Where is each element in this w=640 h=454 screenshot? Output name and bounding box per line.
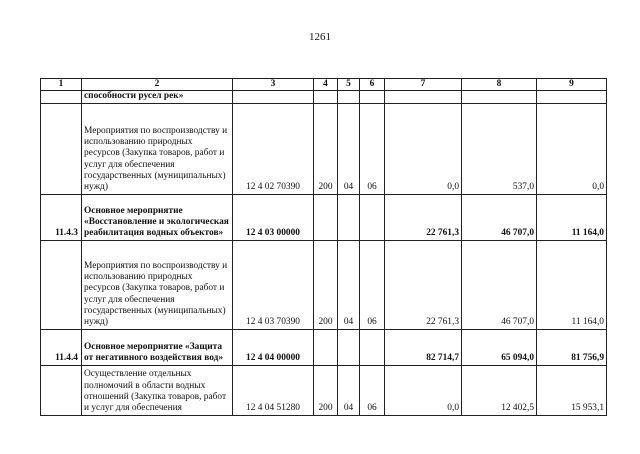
row-code: 12 4 04 51280 xyxy=(233,365,314,415)
row-value-col7: 22 761,3 xyxy=(385,240,462,329)
row-code: 12 4 04 00000 xyxy=(233,329,314,365)
table-header-row xyxy=(41,79,607,91)
row-vr xyxy=(314,329,338,365)
row-vr xyxy=(314,194,338,240)
row-vr: 200 xyxy=(314,240,338,329)
header-cell: 1 xyxy=(41,79,82,91)
table-row xyxy=(41,103,607,194)
row-value-col8: 46 707,0 xyxy=(462,240,537,329)
row-name: Осуществление отдельных полномочий в области водных отношений (Закупка товаров, работ и услуг для обеспечения xyxy=(82,365,233,415)
row-name: Основное мероприятие «Восстановление и экологическая реабилитация водных объектов» xyxy=(82,194,233,240)
row-name: способности русел рек» xyxy=(82,91,233,103)
page-number: 1261 xyxy=(309,31,331,43)
table-row xyxy=(41,329,607,365)
row-value-col8: 65 094,0 xyxy=(462,329,537,365)
header-cell: 7 xyxy=(385,79,462,91)
row-value-col9: 81 756,9 xyxy=(537,329,607,365)
row-value-col9: 15 953,1 xyxy=(537,365,607,415)
row-rz: 04 xyxy=(338,240,360,329)
row-number xyxy=(41,240,82,329)
row-rz: 04 xyxy=(338,365,360,415)
row-rz xyxy=(338,329,360,365)
row-rz: 04 xyxy=(338,103,360,194)
row-vr xyxy=(314,91,338,103)
row-rz xyxy=(338,194,360,240)
row-value-col7 xyxy=(385,91,462,103)
row-code xyxy=(233,91,314,103)
row-vr: 200 xyxy=(314,365,338,415)
row-rz xyxy=(338,91,360,103)
row-number xyxy=(41,103,82,194)
row-number: 11.4.3 xyxy=(41,194,82,240)
row-pr: 06 xyxy=(360,240,385,329)
row-pr: 06 xyxy=(360,103,385,194)
table-row xyxy=(41,194,607,240)
row-value-col7: 82 714,7 xyxy=(385,329,462,365)
row-value-col8: 537,0 xyxy=(462,103,537,194)
table-row xyxy=(41,365,607,415)
row-number xyxy=(41,91,82,103)
header-cell: 3 xyxy=(233,79,314,91)
row-value-col9 xyxy=(537,91,607,103)
header-cell: 6 xyxy=(360,79,385,91)
table-row xyxy=(41,240,607,329)
row-name: Мероприятия по воспроизводству и использованию природных ресурсов (Закупка товаров, работ и услуг для обеспечения государственных (муниципальных) нужд) xyxy=(82,103,233,194)
row-number xyxy=(41,365,82,415)
row-code: 12 4 02 70390 xyxy=(233,103,314,194)
row-vr: 200 xyxy=(314,103,338,194)
row-pr xyxy=(360,194,385,240)
row-code: 12 4 03 70390 xyxy=(233,240,314,329)
row-name: Мероприятия по воспроизводству и использованию природных ресурсов (Закупка товаров, работ и услуг для обеспечения государственных (муниципальных) нужд) xyxy=(82,240,233,329)
row-pr xyxy=(360,329,385,365)
row-value-col7: 22 761,3 xyxy=(385,194,462,240)
budget-table xyxy=(40,78,607,416)
header-cell: 2 xyxy=(82,79,233,91)
row-value-col8: 46 707,0 xyxy=(462,194,537,240)
row-value-col9: 11 164,0 xyxy=(537,240,607,329)
header-cell: 9 xyxy=(537,79,607,91)
row-value-col8 xyxy=(462,91,537,103)
header-cell: 4 xyxy=(314,79,338,91)
row-value-col9: 11 164,0 xyxy=(537,194,607,240)
row-value-col8: 12 402,5 xyxy=(462,365,537,415)
row-number: 11.4.4 xyxy=(41,329,82,365)
row-value-col7: 0,0 xyxy=(385,103,462,194)
row-code: 12 4 03 00000 xyxy=(233,194,314,240)
row-value-col9: 0,0 xyxy=(537,103,607,194)
table-row xyxy=(41,91,607,103)
row-pr: 06 xyxy=(360,365,385,415)
row-name: Основное мероприятие «Защита от негативного воздействия вод» xyxy=(82,329,233,365)
header-cell: 8 xyxy=(462,79,537,91)
header-cell: 5 xyxy=(338,79,360,91)
row-value-col7: 0,0 xyxy=(385,365,462,415)
row-pr xyxy=(360,91,385,103)
